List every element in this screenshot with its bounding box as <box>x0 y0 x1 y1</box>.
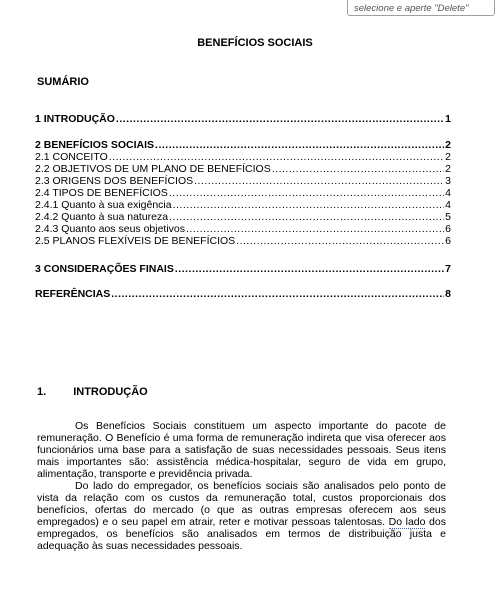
toc-entry-label: 3 CONSIDERAÇÕES FINAIS <box>35 263 174 275</box>
toc-page-number: 1 <box>445 113 451 125</box>
toc-entry-label: 2.4 TIPOS DE BENEFÍCIOS <box>35 187 168 199</box>
paragraph-text: dos empregados, os benefícios são analisados em termos de distribuição justa e adequação às suas necessidades pessoais. <box>37 516 446 552</box>
document-title: BENEFÍCIOS SOCIAIS <box>197 37 313 49</box>
section-heading <box>37 386 148 398</box>
tooltip-text: selecione e aperte "Delete" <box>354 3 469 14</box>
toc-leader-dots <box>194 175 444 187</box>
toc-entry-planos-flexiveis[interactable] <box>35 235 451 247</box>
toc-entry-introducao[interactable] <box>35 113 451 125</box>
toc-page-number: 3 <box>445 175 451 187</box>
section-title: INTRODUÇÃO <box>73 386 148 398</box>
toc-entry-label: 2.5 PLANOS FLEXÍVEIS DE BENEFÍCIOS <box>35 235 236 247</box>
toc-leader-dots <box>109 151 444 163</box>
toc-entry-beneficios-sociais[interactable] <box>35 139 451 151</box>
toc-entry-objetivos-beneficios[interactable] <box>35 223 451 235</box>
toc-entry-exigencia[interactable] <box>35 199 451 211</box>
toc-entry-objetivos[interactable] <box>35 163 451 175</box>
paragraph <box>37 480 446 552</box>
toc-page-number: 2 <box>445 151 451 163</box>
delete-hint-tooltip <box>347 0 495 16</box>
toc-entry-tipos[interactable] <box>35 187 451 199</box>
toc-entry-label: 2.3 ORIGENS DOS BENEFÍCIOS <box>35 175 194 187</box>
toc-leader-dots <box>111 288 444 300</box>
toc-entry-natureza[interactable] <box>35 211 451 223</box>
toc-page-number: 8 <box>445 288 451 300</box>
toc-page-number: 2 <box>445 163 451 175</box>
section-body <box>37 420 446 552</box>
summary-heading: SUMÁRIO <box>37 76 89 88</box>
section-number: 1. <box>37 386 47 398</box>
toc-entry-label: 2.4.3 Quanto aos seus objetivos <box>35 223 186 235</box>
toc-page-number: 4 <box>445 199 451 211</box>
toc-leader-dots <box>236 235 444 247</box>
toc-entry-label: 2 BENEFÍCIOS SOCIAIS <box>35 139 155 151</box>
toc-entry-label: 2.2 OBJETIVOS DE UM PLANO DE BENEFÍCIOS <box>35 163 271 175</box>
toc-leader-dots <box>169 211 444 223</box>
toc-leader-dots <box>272 163 444 175</box>
toc-page-number: 6 <box>445 223 451 235</box>
toc-leader-dots <box>175 263 444 275</box>
toc-leader-dots <box>173 199 445 211</box>
toc-page-number: 5 <box>445 211 451 223</box>
toc-entry-label: REFERÊNCIAS <box>35 288 111 300</box>
toc-leader-dots <box>169 187 444 199</box>
toc-leader-dots <box>155 139 444 151</box>
toc-page-number: 7 <box>445 263 451 275</box>
toc-page-number: 4 <box>445 187 451 199</box>
toc-leader-dots <box>116 113 444 125</box>
toc-page-number: 2 <box>445 139 451 151</box>
paragraph: Os Benefícios Sociais constituem um aspecto importante do pacote de remuneração. O Benefício é uma forma de remuneração indireta que visa oferecer aos funcionários uma base para a satisfação de suas necessidades pessoais. Seus itens mais importantes são: assistência médica-hospitalar, seguro de vida em grupo, alimentação, transporte e previdência privada. <box>37 420 446 480</box>
paragraph-text: Do lado do empregador, os benefícios sociais são analisados pelo ponto de vista da relação com os custos da remuneração total, custos proporcionais dos benefícios, ofertas do mercado (o que as outras empresas oferecem aos seus empregados) e o seu papel em atrair, reter e motivar pessoas talentosas. <box>37 480 446 528</box>
toc-entry-consideracoes[interactable] <box>35 263 451 275</box>
toc-entry-label: 1 INTRODUÇÃO <box>35 113 115 125</box>
grammar-flagged-text: Do lado <box>388 516 426 528</box>
toc-entry-label: 2.4.1 Quanto à sua exigência <box>35 199 172 211</box>
toc-entry-referencias[interactable] <box>35 288 451 300</box>
toc-leader-dots <box>186 223 444 235</box>
toc-page-number: 6 <box>445 235 451 247</box>
toc-entry-conceito[interactable] <box>35 151 451 163</box>
toc-entry-label: 2.1 CONCEITO <box>35 151 108 163</box>
toc-entry-origens[interactable] <box>35 175 451 187</box>
toc-entry-label: 2.4.2 Quanto à sua natureza <box>35 211 169 223</box>
